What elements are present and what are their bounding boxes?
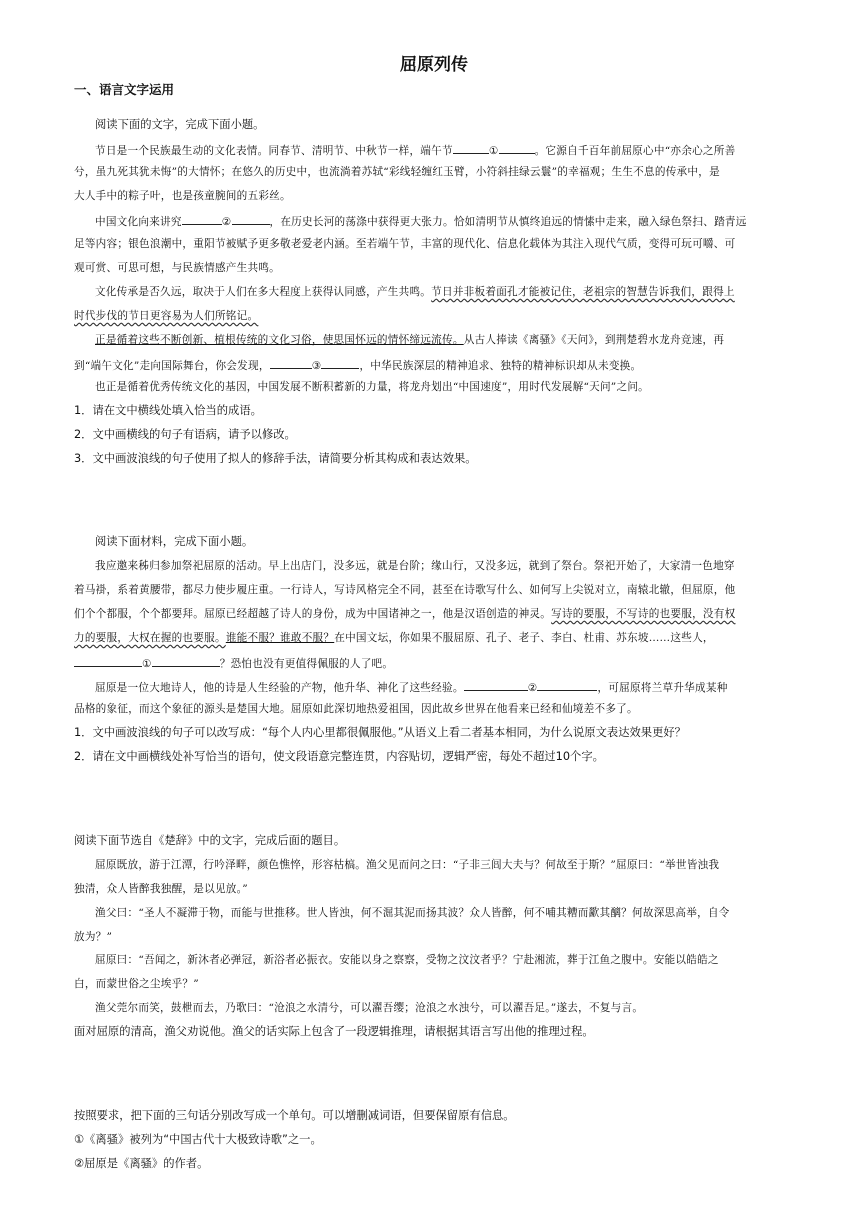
answer-blank[interactable] [321, 357, 359, 369]
passage3-intro: 阅读下面节选自《楚辞》中的文字，完成后面的题目。 [74, 834, 346, 847]
underlined-sentence: 正是循着这些不断创新、植根传统的文化习俗，使思国怀远的情怀缔远流传。 [95, 334, 464, 346]
answer-blank[interactable] [152, 655, 220, 667]
question-2: 2．请在文中画横线处补写恰当的语句，使文段语意完整连贯，内容贴切，逻辑严密，每处不超过10个字。 [74, 750, 604, 763]
answer-blank[interactable] [453, 142, 489, 154]
passage1-line: 观可赏、可思可想，与民族情感产生共鸣。 [74, 262, 281, 274]
answer-blank[interactable] [232, 213, 270, 225]
wavy-underlined-sentence: 力的要服，大权在握的也要服。 [74, 632, 226, 644]
blank-number: ① [142, 658, 152, 670]
question-1: 1．请在文中横线处填入恰当的成语。 [74, 404, 262, 417]
passage2-line [74, 631, 714, 645]
passage1-line: 也正是循着优秀传统文化的基因，中国发展不断积蓄新的力量，将龙舟划出“中国速度”，用时代发展解“天问”之问。 [95, 381, 650, 393]
passage1-line [95, 285, 735, 299]
passage2-line: 我应邀来秭归参加祭祀屈原的活动。早上出店门，没多远，就是台阶；缘山行，又没多远，就到了祭台。祭祀开始了，大家清一色地穿 [95, 560, 735, 572]
passage3-line: 渔父莞尔而笑，鼓枻而去，乃歌曰：“沧浪之水清兮，可以濯吾缨；沧浪之水浊兮，可以濯吾足。”遂去，不复与言。 [95, 1002, 644, 1014]
wavy-underlined-sentence: 节日并非板着面孔才能被记住，老祖宗的智慧告诉我们，跟得上 [431, 286, 735, 298]
passage3-line: 渔父曰：“圣人不凝滞于物，而能与世推移。世人皆浊，何不淈其泥而扬其波？众人皆醉，何不哺其糟而歠其醨？何故深思高举，自令 [95, 907, 730, 919]
passage2-line: 着马褂，系着黄腰带，都尽力使步履庄重。一行诗人，写诗风格完全不同，甚至在诗歌写什么、如何写上尖锐对立，南辕北辙，但屈原，他 [74, 584, 736, 596]
passage1-line [74, 309, 258, 323]
section-heading: 一、语言文字运用 [74, 82, 175, 97]
question-3: 3．文中画波浪线的句子使用了拟人的修辞手法，请简要分析其构成和表达效果。 [74, 452, 477, 465]
text-run: ？恐怕也没有更值得佩服的人了吧。 [219, 658, 394, 670]
passage1-line: 兮，虽九死其犹未悔”的大情怀；在悠久的历史中，也流淌着苏轼“彩线轻缠红玉臂，小符斜挂绿云鬟”的幸福观；生生不息的传承中，是 [74, 166, 720, 178]
passage2-line [74, 655, 393, 671]
text-run: ，在历史长河的荡涤中获得更大张力。恰如清明节从慎终追远的情愫中走来，融入绿色祭扫、踏青远 [269, 216, 747, 228]
passage1-intro: 阅读下面的文字，完成下面小题。 [95, 118, 265, 131]
passage1-line: 大人手中的粽子叶，也是孩童腕间的五彩丝。 [74, 190, 291, 202]
text-run: 中国文化向来讲究 [95, 216, 182, 228]
text-run: 到“端午文化”走向国际舞台，你会发现， [74, 360, 270, 372]
question-2: 2．文中画横线的句子有语病，请予以修改。 [74, 428, 296, 441]
sentence-1: ①《离骚》被列为“中国古代十大极致诗歌”之一。 [74, 1133, 322, 1146]
text-run: ，可屈原将兰草升华成某种 [597, 682, 728, 694]
passage1-line: 足等内容；银色浪潮中，重阳节被赋予更多敬老爱老内涵。至若端午节，丰富的现代化、信息化载体为其注入现代气质，变得可玩可嚼、可 [74, 238, 736, 250]
document-title: 屈原列传 [400, 55, 468, 75]
question-1: 1．文中画波浪线的句子可以改写成：“每个人内心里都很佩服他。”从语义上看二者基本相同，为什么说原文表达效果更好？ [74, 726, 686, 739]
passage1-line [95, 213, 747, 229]
question: 面对屈原的清高，渔父劝说他。渔父的话实际上包含了一段逻辑推理，请根据其语言写出他的推理过程。 [74, 1025, 594, 1038]
text-run: 在中国文坛，你如果不服屈原、孔子、老子、李白、杜甫、苏东坡……这些人， [334, 632, 714, 644]
text-run: 屈原是一位大地诗人，他的诗是人生经验的产物，他升华、神化了这些经验。 [95, 682, 464, 694]
wavy-underlined-sentence: 时代步伐的节日更容易为人们所铭记。 [74, 310, 259, 322]
answer-blank[interactable] [74, 655, 142, 667]
answer-blank[interactable] [182, 213, 222, 225]
answer-blank[interactable] [270, 357, 312, 369]
passage2-intro: 阅读下面材料，完成下面小题。 [95, 535, 254, 548]
answer-blank[interactable] [464, 679, 528, 691]
underlined-sentence: 谁能不服？谁敢不服？ [225, 632, 335, 644]
passage2-line [95, 679, 728, 695]
passage3-line: 白，而蒙世俗之尘埃乎？” [74, 978, 199, 990]
passage3-line: 屈原既放，游于江潭，行吟泽畔，颜色憔悴，形容枯槁。渔父见而问之曰：“子非三闾大夫与？何故至于斯？”屈原曰：“举世皆浊我 [95, 859, 720, 871]
passage3-line: 屈原曰：“吾闻之，新沐者必弹冠，新浴者必振衣。安能以身之察察，受物之汶汶者乎？宁赴湘流，葬于江鱼之腹中。安能以皓皓之 [95, 954, 719, 966]
text-run: ，中华民族深层的精神追求、独特的精神标识却从未变换。 [359, 360, 642, 372]
passage1-line [95, 142, 735, 158]
blank-number: ① [488, 145, 499, 157]
answer-blank[interactable] [537, 679, 597, 691]
sentence-2: ②屈原是《离骚》的作者。 [74, 1157, 209, 1170]
text-run: 。它源自千百年前屈原心中“亦余心之所善 [534, 145, 736, 157]
blank-number: ② [527, 682, 538, 694]
text-run: 从古人捧读《离骚》《天问》，到荆楚碧水龙舟竞速，再 [463, 334, 725, 346]
text-run: 们个个都服，个个都要拜。屈原已经超越了诗人的身份，成为中国诸神之一，他是汉语创造的神灵。 [74, 608, 552, 620]
blank-number: ② [221, 216, 232, 228]
passage2-line [74, 607, 735, 621]
answer-blank[interactable] [499, 142, 535, 154]
passage3-line: 放为？” [74, 931, 113, 943]
passage1-line [95, 333, 724, 347]
text-run: 节日是一个民族最生动的文化表情。同春节、清明节、中秋节一样，端午节 [95, 145, 453, 157]
passage2-line: 品格的象征，而这个象征的源头是楚国大地。屈原如此深切地热爱祖国，因此故乡世界在他看来已经和仙境差不多了。 [74, 703, 638, 715]
passage1-line [74, 357, 641, 373]
blank-number: ③ [311, 360, 322, 372]
passage4-intro: 按照要求，把下面的三句话分别改写成一个单句。可以增删减词语，但要保留原有信息。 [74, 1109, 515, 1122]
text-run: 文化传承是否久远，取决于人们在多大程度上获得认同感，产生共鸣。 [95, 286, 432, 298]
wavy-underlined-sentence: 写诗的要服，不写诗的也要服，没有权 [551, 608, 736, 620]
passage3-line: 独清，众人皆醉我独醒，是以见放。” [74, 883, 248, 895]
